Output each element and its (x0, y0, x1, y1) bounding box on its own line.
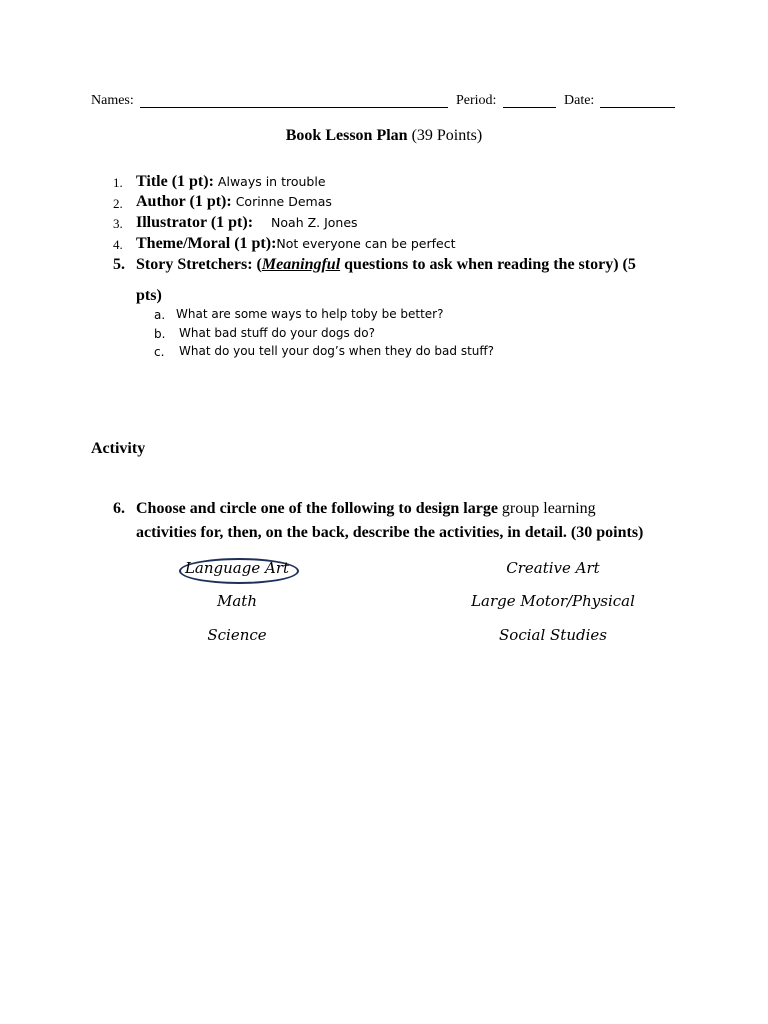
list-item-story-stretchers (136, 256, 636, 274)
item-6-text: Choose and circle one of the following to design (136, 500, 464, 517)
date-label: Date: (564, 93, 595, 108)
sub-item-text: What are some ways to help toby be better? (176, 307, 444, 321)
date-field[interactable] (600, 95, 675, 108)
item-number: 3. (113, 216, 123, 231)
sub-item-letter: c. (154, 345, 165, 359)
activity-heading: Activity (91, 440, 146, 457)
option-social-studies[interactable]: Social Studies (499, 626, 607, 644)
option-language-art[interactable]: Language Art (184, 559, 290, 577)
item-6-line-2: activities for, then, on the back, describe the activities, in detail. (30 points) (136, 524, 644, 541)
list-item-illustrator (136, 214, 358, 232)
item-6-text-rest: group learning (497, 500, 596, 517)
names-label: Names: (91, 93, 134, 108)
item-number: 2. (113, 196, 123, 211)
period-label: Period: (456, 93, 497, 108)
list-item-theme (136, 235, 455, 253)
item-label: Story Stretchers: ( (136, 256, 262, 273)
item-answer: Always in trouble (217, 174, 326, 189)
item-number: 1. (113, 175, 123, 190)
item-answer: Corinne Demas (235, 194, 332, 209)
item-label: Title (1 pt): (136, 173, 214, 190)
sub-item-letter: a. (154, 308, 166, 322)
names-field[interactable] (140, 95, 448, 108)
document-title-main: Book Lesson Plan (285, 127, 408, 144)
item-label: Author (1 pt): (136, 193, 232, 210)
item-label: Theme/Moral (1 pt): (136, 235, 277, 252)
period-field[interactable] (503, 95, 556, 108)
sub-item-text: What bad stuff do your dogs do? (179, 326, 375, 340)
item-answer: Not everyone can be perfect (276, 236, 456, 251)
sub-item-letter: b. (154, 327, 166, 341)
list-item-title (136, 173, 326, 191)
item-6-line-1 (136, 497, 596, 521)
list-item-author (136, 193, 332, 211)
item-6-emphasis: large (463, 500, 498, 517)
item-label: Illustrator (1 pt): (136, 214, 254, 231)
option-large-motor-physical[interactable]: Large Motor/Physical (471, 592, 635, 610)
document-title (0, 127, 768, 145)
item-number: 5. (113, 256, 125, 273)
document-title-points: (39 Points) (411, 127, 483, 144)
item-answer: Noah Z. Jones (271, 215, 358, 230)
sub-item-text: What do you tell your dog’s when they do bad stuff? (179, 344, 495, 358)
item-label-rest: questions to ask when reading the story) (5 (340, 256, 636, 273)
item-emphasis: Meaningful (261, 256, 341, 273)
option-math[interactable]: Math (217, 592, 257, 610)
option-science[interactable]: Science (207, 626, 267, 644)
item-number: 4. (113, 237, 123, 252)
item-number: 6. (113, 500, 125, 517)
item-wrap-text: pts) (136, 287, 162, 304)
option-creative-art[interactable]: Creative Art (506, 559, 600, 577)
